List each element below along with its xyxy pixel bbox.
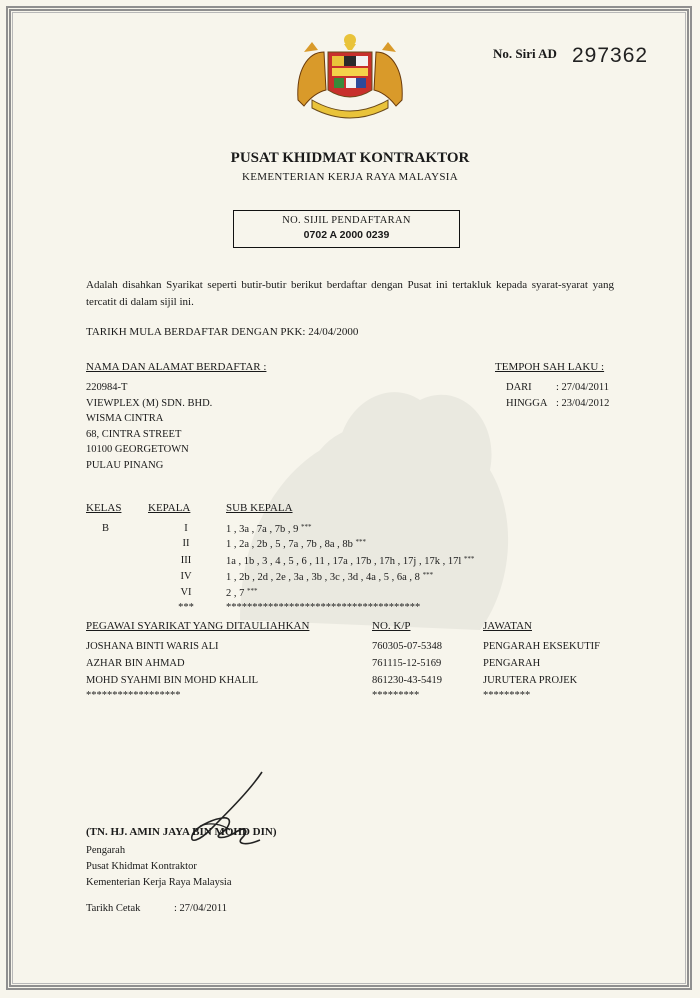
staff-jawatan: JURUTERA PROJEK — [483, 675, 578, 686]
start-date: TARIKH MULA BERDAFTAR DENGAN PKK: 24/04/2000 — [86, 326, 359, 338]
sub-kepala-cell — [226, 587, 258, 599]
sub-kepala-stars: *** — [355, 538, 366, 546]
staff-kp: 760305-07-5348 — [372, 641, 442, 652]
validity-to-value: : 23/04/2012 — [556, 397, 610, 409]
signatory-line: Kementerian Kerja Raya Malaysia — [86, 877, 232, 888]
validity-to-label: HINGGA — [506, 397, 548, 409]
staff-jawatan-header: JAWATAN — [483, 620, 532, 632]
sub-kepala-cell: ************************************* — [226, 602, 421, 613]
registration-box — [233, 210, 460, 248]
validity-from-value: : 27/04/2011 — [556, 382, 609, 393]
kelas-value: B — [102, 523, 110, 534]
sub-kepala-cell — [226, 571, 433, 583]
address-line: 68, CINTRA STREET — [86, 428, 182, 440]
serial-label: No. Siri AD — [493, 46, 557, 61]
signatory-block — [86, 843, 231, 891]
address-block — [86, 380, 212, 473]
coat-of-arms-icon — [290, 30, 410, 120]
kepala-header: KEPALA — [148, 502, 191, 514]
staff-jawatan: PENGARAH — [483, 658, 541, 669]
print-date-value: : 27/04/2011 — [174, 903, 227, 914]
kepala-cell: III — [180, 555, 192, 566]
validity-from — [506, 380, 609, 396]
sub-kepala-cell — [226, 523, 311, 535]
sub-kepala-text: 1 , 2a , 2b , 5 , 7a , 7b , 8a , 8b — [226, 539, 353, 550]
staff-jawatan: ********* — [483, 690, 531, 701]
staff-kp-header: NO. K/P — [372, 620, 411, 632]
signatory-line: Pusat Khidmat Kontraktor — [86, 861, 197, 872]
sub-kepala-header: SUB KEPALA — [226, 502, 293, 514]
validity-from-label: DARI — [506, 382, 532, 393]
sub-kepala-stars: *** — [422, 571, 434, 579]
sub-kepala-stars: *** — [463, 555, 475, 563]
address-line: 220984-T — [86, 382, 128, 393]
signatory-name: (TN. HJ. AMIN JAYA BIN MOHD DIN) — [86, 826, 277, 838]
validity-block — [506, 380, 609, 411]
staff-kp: 861230-43-5419 — [372, 675, 442, 686]
sub-kepala-text: 2 , 7 — [226, 588, 245, 599]
staff-name: MOHD SYAHMI BIN MOHD KHALIL — [86, 675, 259, 686]
signatory-line: Pengarah — [86, 845, 126, 856]
page-title: PUSAT KHIDMAT KONTRAKTOR — [230, 150, 470, 166]
staff-jawatan: PENGARAH EKSEKUTIF — [483, 641, 600, 652]
signature-icon — [170, 770, 280, 850]
sub-kepala-text: 1a , 1b , 3 , 4 , 5 , 6 , 11 , 17a , 17b , 17h , 17j , 17k , 17l — [226, 556, 462, 567]
staff-kp: ********* — [372, 690, 420, 701]
validity-to — [506, 396, 609, 412]
validity-heading: TEMPOH SAH LAKU : — [495, 361, 605, 373]
sub-kepala-stars: *** — [300, 523, 312, 531]
kepala-cell: IV — [180, 571, 192, 582]
address-line: PULAU PINANG — [86, 459, 164, 471]
kelas-header: KELAS — [86, 502, 122, 514]
print-date — [86, 903, 227, 914]
sub-kepala-stars: *** — [247, 587, 258, 595]
staff-name: JOSHANA BINTI WARIS ALI — [86, 641, 219, 652]
kepala-cell: II — [182, 538, 190, 549]
intro-paragraph: Adalah disahkan Syarikat seperti butir-butir berikut berdaftar dengan Pusat ini tertakluk kepada syarat-syarat yang tercatit di dalam sijil ini. — [86, 279, 614, 308]
registration-number: 0702 A 2000 0239 — [303, 229, 390, 241]
staff-name: ****************** — [86, 690, 181, 701]
kepala-cell: VI — [180, 587, 192, 598]
ministry-subtitle: KEMENTERIAN KERJA RAYA MALAYSIA — [242, 171, 458, 183]
staff-name: AZHAR BIN AHMAD — [86, 658, 185, 669]
address-line: VIEWPLEX (M) SDN. BHD. — [86, 397, 213, 409]
print-date-label: Tarikh Cetak — [86, 903, 141, 914]
address-heading: NAMA DAN ALAMAT BERDAFTAR : — [86, 361, 267, 373]
staff-name-header: PEGAWAI SYARIKAT YANG DITAULIAHKAN — [86, 620, 310, 632]
sub-kepala-text: 1 , 3a , 7a , 7b , 9 — [226, 524, 299, 535]
address-line: WISMA CINTRA — [86, 413, 164, 424]
kepala-cell: *** — [178, 602, 194, 613]
serial-number: 297362 — [572, 44, 649, 67]
sub-kepala-cell — [226, 538, 366, 550]
address-line: 10100 GEORGETOWN — [86, 444, 189, 455]
kepala-cell: I — [184, 523, 188, 534]
sub-kepala-cell — [226, 555, 474, 567]
sub-kepala-text: 1 , 2b , 2d , 2e , 3a , 3b , 3c , 3d , 4a , 5 , 6a , 8 — [226, 572, 420, 583]
staff-kp: 761115-12-5169 — [372, 658, 442, 669]
registration-label: NO. SIJIL PENDAFTARAN — [282, 215, 411, 226]
